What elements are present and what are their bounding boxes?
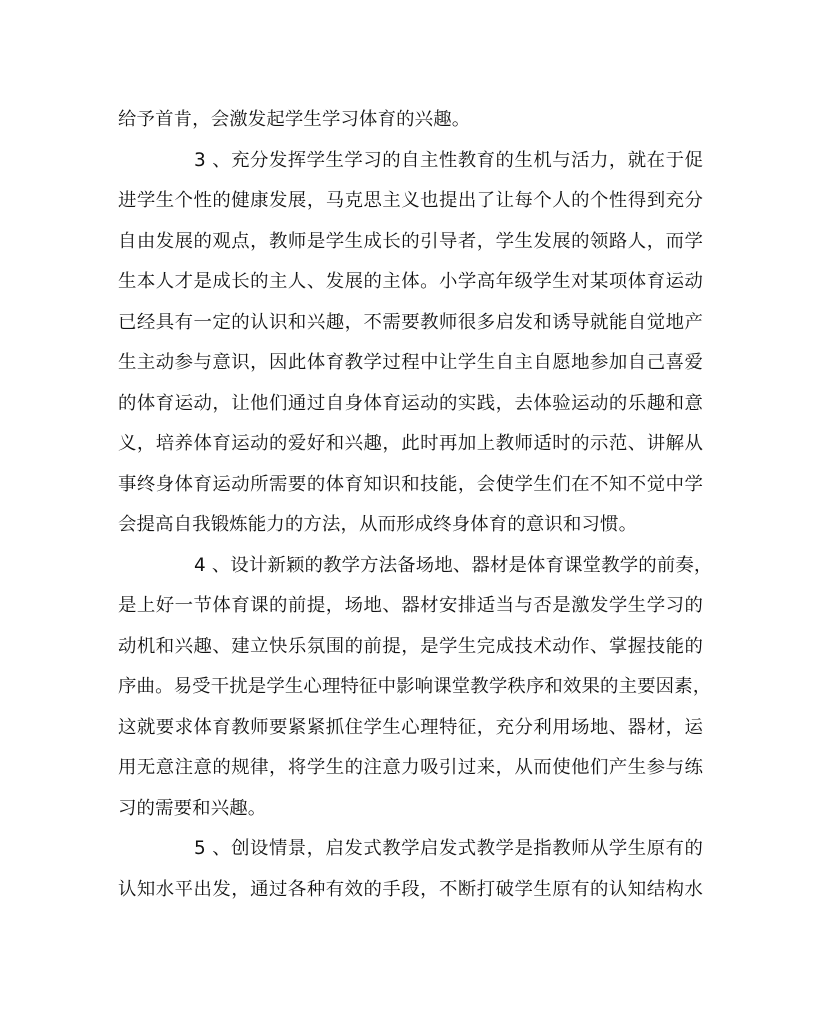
document-body-text [118,100,713,910]
paragraph-first-line: 4 、设计新颖的教学方法备场地、器材是体育课堂教学的前奏， [194,554,713,576]
paragraph-first-line: 5 、创设情景，启发式教学启发式教学是指教师从学生原有的 [194,838,703,859]
text-line: 生本人才是成长的主人、发展的主体。小学高年级学生对某项体育运动 [118,271,703,292]
text-line: 的体育运动，让他们通过自身体育运动的实践，去体验运动的乐趣和意 [118,392,703,414]
text-line: 给予首肯，会激发起学生学习体育的兴趣。 [118,109,471,130]
text-line: 习的需要和兴趣。 [118,797,267,819]
text-line: 这就要求体育教师要紧紧抓住学生心理特征，充分利用场地、器材，运 [118,716,703,738]
text-line: 序曲。易受干扰是学生心理特征中影响课堂教学秩序和效果的主要因素， [118,676,712,697]
text-line: 自由发展的观点，教师是学生成长的引导者，学生发展的领路人，而学 [118,230,703,252]
text-line: 已经具有一定的认识和兴趣，不需要教师很多启发和诱导就能自觉地产 [118,311,703,333]
text-line: 是上好一节体育课的前提，场地、器材安排适当与否是激发学生学习的 [118,595,703,616]
text-line: 用无意注意的规律，将学生的注意力吸引过来，从而使他们产生参与练 [118,757,703,778]
text-line: 会提高自我锻炼能力的方法，从而形成终身体育的意识和习惯。 [118,514,638,535]
text-line: 进学生个性的健康发展，马克思主义也提出了让每个人的个性得到充分 [118,190,703,211]
text-line: 事终身体育运动所需要的体育知识和技能，会使学生们在不知不觉中学 [118,473,703,495]
text-line: 认知水平出发，通过各种有效的手段，不断打破学生原有的认知结构水 [118,878,703,900]
text-line: 生主动参与意识，因此体育教学过程中让学生自主自愿地参加自己喜爱 [118,352,703,373]
paragraph-first-line: 3 、充分发挥学生学习的自主性教育的生机与活力，就在于促 [194,149,703,171]
text-line: 动机和兴趣、建立快乐氛围的前提，是学生完成技术动作、掌握技能的 [118,635,703,657]
text-line: 义，培养体育运动的爱好和兴趣，此时再加上教师适时的示范、讲解从 [118,433,703,454]
